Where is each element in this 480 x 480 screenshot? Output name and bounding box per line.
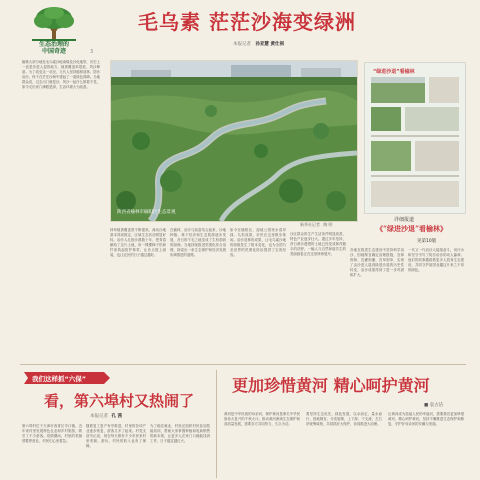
- logo-badge: 3: [90, 49, 94, 55]
- feature-intro: 详细报道: [394, 217, 415, 223]
- bl-column-1: 第六埠村位于天津市西青区辛口镇，近年来村里发展特色农业和乡村旅游，吸引了不少游客。疫情期间，村里的采摘园暂停营业，村民们心里着急。: [22, 424, 82, 444]
- byline-label: 本报记者: [233, 42, 251, 47]
- br-column-1: 黄河是中华民族的母亲河，保护黄河是事关中华民族伟大复兴的千秋大计。推动黄河流域生态保护和高质量发展，需要各方共同努力，久久为功。: [224, 412, 300, 427]
- feature-thumbnail: [364, 62, 466, 214]
- body-column-4: 如今在榆阳区，湿地公园里水清岸绿，鸟类成群，市民在这里散步休闲。治沙造林的成果，让毛乌素沙地的面貌发生了根本变化，也为全国乃至世界的荒漠化防治提供了宝贵经验。: [230, 228, 286, 258]
- photo-caption: 陕西省榆林市榆阳区生态景观: [117, 210, 176, 215]
- column-divider: [216, 370, 217, 478]
- br-column-2: 要坚持生态优先、绿色发展，以水而定、量水而行，因地制宜、分类施策，上下游、干支流、左右岸统筹谋划，共同抓好大保护，协同推进大治理。: [306, 412, 382, 427]
- body-column-7: 一代又一代治沙人接续奋斗，用汗水和坚守书写了防沙治沙的动人篇章。他们的故事激励着更多人投身生态建设，共同守护祖国北疆这片来之不易的绿色。: [408, 248, 464, 273]
- thumbnail-masthead: “绿进沙退”看榆林: [373, 69, 415, 75]
- bl-byline-label: 本报记者: [90, 414, 108, 419]
- bl-column-2: 随着复工复产有序推进，村里的各项产业逐步恢复，游客又多了起来。村党支部书记说，现在每天都有不少市民来村里采摘、游玩，村民的收入也有了保障。: [86, 424, 146, 449]
- bottom-left-byline: [90, 413, 122, 419]
- bottom-right-byline: ■ 袁古洁: [424, 403, 444, 408]
- feature-page-ref: 见第10版: [417, 239, 437, 244]
- logo-caption-line1: 生态治理的: [38, 41, 69, 48]
- bottom-left-title: 看，第六埠村又热闹了: [44, 392, 195, 410]
- headline-top: 毛乌素 茫茫沙海变绿洲: [138, 10, 356, 34]
- bl-column-3: 为了稳住就业，村里还组织村民参加技能培训，帮助大家掌握种植和电商销售的新本领，让更多人在家门口就能找到工作，日子越过越红火。: [150, 424, 210, 444]
- logo-caption-line2: 中国奇迹: [41, 48, 66, 55]
- wetland-photo-graphic: [111, 61, 357, 221]
- section-divider: [20, 364, 466, 365]
- body-column-3: 在榆林，治沙与致富结合起来，沙地种植、林下经济和生态旅游逐步发展，昔日的不毛之地变成了生机勃勃的绿洲。当地持续推进荒漠化综合治理，探索出一条生态保护和经济发展协调推进的道路。: [170, 228, 226, 258]
- br-column-3: 让黄河成为造福人民的幸福河，需要我们更加珍惜黄河、精心呵护黄河，坚持不懈推进生态保护和修复，守护好母亲河的安澜与美丽。: [388, 412, 464, 427]
- tree-icon: [24, 6, 84, 42]
- banner-ribbon: [24, 372, 110, 384]
- banner-text: 我们这样抓“六保”: [32, 374, 87, 383]
- body-column-5: 沙区群众的生产生活条件明显改善，特色产业逐步壮大。通过多年坚持，昔日黄沙漫漫的土地已经变成林茂粮丰的沃野，一幅人与自然和谐共生的美丽画卷正在这里徐徐展开。: [290, 232, 346, 257]
- bottom-right-title: 更加珍惜黄河 精心呵护黄河: [232, 376, 430, 395]
- logo-caption: [24, 41, 84, 55]
- feature-title: 《“绿进沙退”看榆林》: [376, 224, 448, 233]
- photo-credit: [300, 222, 333, 228]
- body-column-left: 榆林大部分地处毛乌素沙地南缘及沙化地带，历史上一直是沙进人退的地方，植被覆盖率很低，风沙肆虐。为了改变这一状况，几代人坚持植树造林、防沙治沙，终于在茫茫沙海中建起了一道绿色屏障。当地群众说，过去出门就是沙，风沙一起什么都看不见，如今走出家门满眼是绿，生活环境大为改善。: [22, 60, 100, 90]
- body-column-6: 各地在推进生态建设中坚持科学治沙，因地制宜确定治理措施，宜林则林、宜灌则灌、宜草则草，实现了由沙进人退到绿进沙退的历史性转变，治沙成果得到了进一步巩固和扩大。: [350, 248, 404, 278]
- main-photo: [110, 60, 358, 222]
- photo-credit-name: 陶 明: [323, 222, 333, 227]
- bl-byline-name: 孔 茜: [111, 414, 123, 419]
- thumbnail-photo-graphic: [365, 63, 465, 213]
- byline-names: 孙亚慧 黄仕祺: [255, 42, 285, 47]
- body-column-2: 林草植被覆盖度不断提高，流动沙地基本得到固定，区域生态状况明显好转。治沙人扎根沙漠数十年，把青春献给了这片土地，用一棵棵樟子松和柠条筑起防护林带，让沙丘披上绿装，也让农民的日子越过越好。: [110, 228, 166, 258]
- photo-credit-label: 新华社记者: [300, 222, 320, 227]
- section-logo: [24, 6, 94, 56]
- headline-byline: [233, 41, 284, 47]
